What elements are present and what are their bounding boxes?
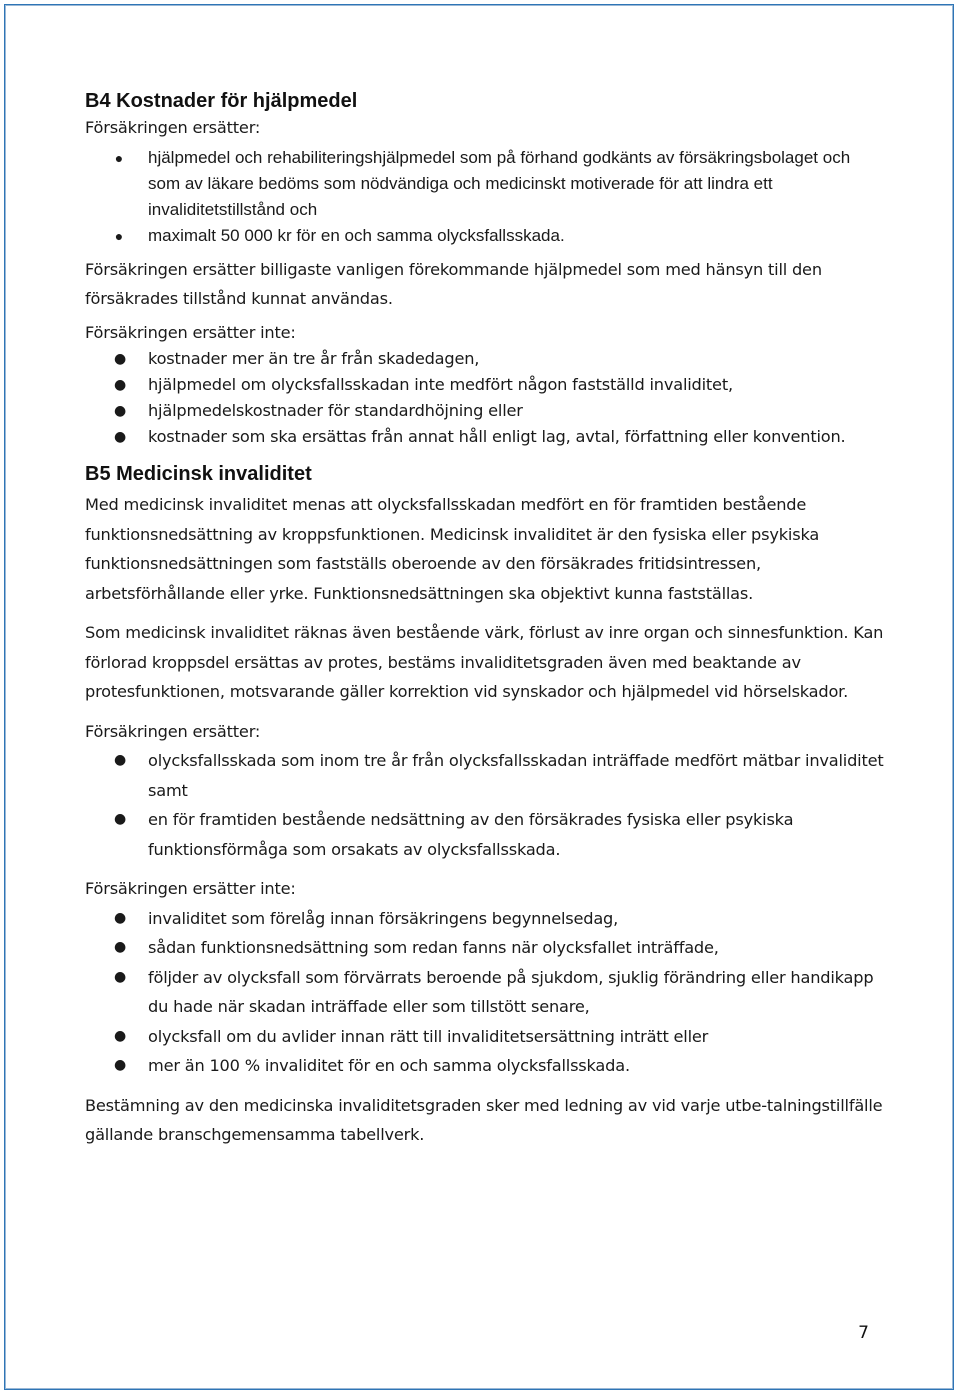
list-item-text: hjälpmedel och rehabiliteringshjälpmedel som på förhand godkänts av försäkringsbolaget och som av läkare bedöms som nödvändiga och medicinskt motiverade för att lindra ett invaliditetstillstånd och — [148, 148, 851, 219]
bullet-icon: ● — [114, 377, 127, 393]
bullet-icon: ● — [114, 403, 127, 419]
list-item-text: kostnader som ska ersättas från annat håll enligt lag, avtal, författning eller konvention. — [148, 427, 846, 446]
list-item — [85, 346, 885, 372]
b5-not-covers-label: Försäkringen ersätter inte: — [85, 879, 296, 898]
b5-paragraph-definition: Med medicinsk invaliditet menas att olycksfallsskadan medfört en för framtiden bestående funktionsnedsättning av kroppsfunktionen. Medicinsk invaliditet är den fysiska eller psykiska funktionsnedsättningen som fastställs oberoende av den försäkrades fritidsintressen, arbetsförhållande eller yrke. Funktionsnedsättningen ska objektivt kunna fastställas. — [85, 495, 820, 603]
b4-not-covers-label: Försäkringen ersätter inte: — [85, 323, 296, 342]
page-number: 7 — [858, 1323, 869, 1343]
list-item-text: hjälpmedelskostnader för standardhöjning eller — [148, 401, 523, 420]
document-page — [4, 4, 954, 1390]
b5-covers-list — [85, 746, 885, 864]
bullet-icon: ● — [114, 1057, 127, 1073]
list-item-text: kostnader mer än tre år från skadedagen, — [148, 349, 480, 368]
page-content — [85, 89, 885, 1150]
bullet-icon: ● — [114, 752, 127, 768]
list-item — [85, 145, 885, 223]
list-item — [85, 1022, 885, 1052]
list-item-text: maximalt 50 000 kr för en och samma olycksfallsskada. — [148, 226, 565, 245]
bullet-icon: ● — [114, 939, 127, 955]
list-item — [85, 746, 885, 805]
list-item-text: följder av olycksfall som förvärrats beroende på sjukdom, sjuklig förändring eller handikapp du hade när skadan inträffade eller som tillstött senare, — [148, 967, 874, 1016]
list-item-text: invaliditet som förelåg innan försäkringens begynnelsedag, — [148, 908, 619, 928]
b4-covers-list — [85, 145, 885, 249]
list-item-text: mer än 100 % invaliditet för en och samma olycksfallsskada. — [148, 1056, 630, 1075]
bullet-icon: ● — [114, 909, 127, 926]
list-item — [85, 398, 885, 424]
section-heading-b5: B5 Medicinsk invaliditet — [85, 463, 312, 485]
bullet-icon: ● — [114, 1027, 127, 1044]
list-item — [85, 1051, 885, 1081]
bullet-icon: ● — [114, 351, 127, 367]
bullet-icon: ● — [114, 968, 127, 985]
list-item — [85, 963, 885, 1022]
list-item — [85, 904, 885, 934]
list-item — [85, 933, 885, 963]
list-item-text: sådan funktionsnedsättning som redan fanns när olycksfallet inträffade, — [148, 938, 719, 957]
list-item-text: olycksfall om du avlider innan rätt till invaliditetsersättning inträtt eller — [148, 1026, 709, 1046]
bullet-icon: ● — [114, 429, 127, 445]
bullet-icon: ● — [114, 811, 127, 827]
list-item — [85, 805, 885, 864]
list-item — [85, 223, 885, 249]
b5-covers-label: Försäkringen ersätter: — [85, 721, 261, 741]
list-item-text: olycksfallsskada som inom tre år från olycksfallsskadan inträffade medfört mätbar invaliditet samt — [148, 751, 884, 800]
list-item — [85, 372, 885, 398]
bullet-icon: ● — [114, 150, 124, 166]
b5-final-paragraph: Bestämning av den medicinska invaliditetsgraden sker med ledning av vid varje utbe-talningstillfälle gällande branschgemensamma tabellverk. — [85, 1095, 883, 1144]
b4-not-covers-list — [85, 346, 885, 450]
b4-covers-label: Försäkringen ersätter: — [85, 118, 261, 137]
b5-not-covers-list — [85, 904, 885, 1081]
bullet-icon: ● — [114, 228, 124, 244]
section-heading-b4: B4 Kostnader för hjälpmedel — [85, 90, 358, 112]
list-item — [85, 424, 885, 450]
list-item-text: en för framtiden bestående nedsättning av den försäkrades fysiska eller psykiska funktionsförmåga som orsakats av olycksfallsskada. — [148, 810, 794, 859]
list-item-text: hjälpmedel om olycksfallsskadan inte medfört någon fastställd invaliditet, — [148, 375, 733, 394]
b5-paragraph-includes: Som medicinsk invaliditet räknas även bestående värk, förlust av inre organ och sinnesfunktion. Kan förlorad kroppsdel ersättas av protes, bestäms invaliditetsgraden även med beaktande av protesfunktionen, motsvarande gäller korrektion vid synskador och hjälpmedel vid hörselskador. — [85, 623, 884, 701]
b4-cheapest-paragraph: Försäkringen ersätter billigaste vanligen förekommande hjälpmedel som med hänsyn till den försäkrades tillstånd kunnat användas. — [85, 260, 822, 308]
